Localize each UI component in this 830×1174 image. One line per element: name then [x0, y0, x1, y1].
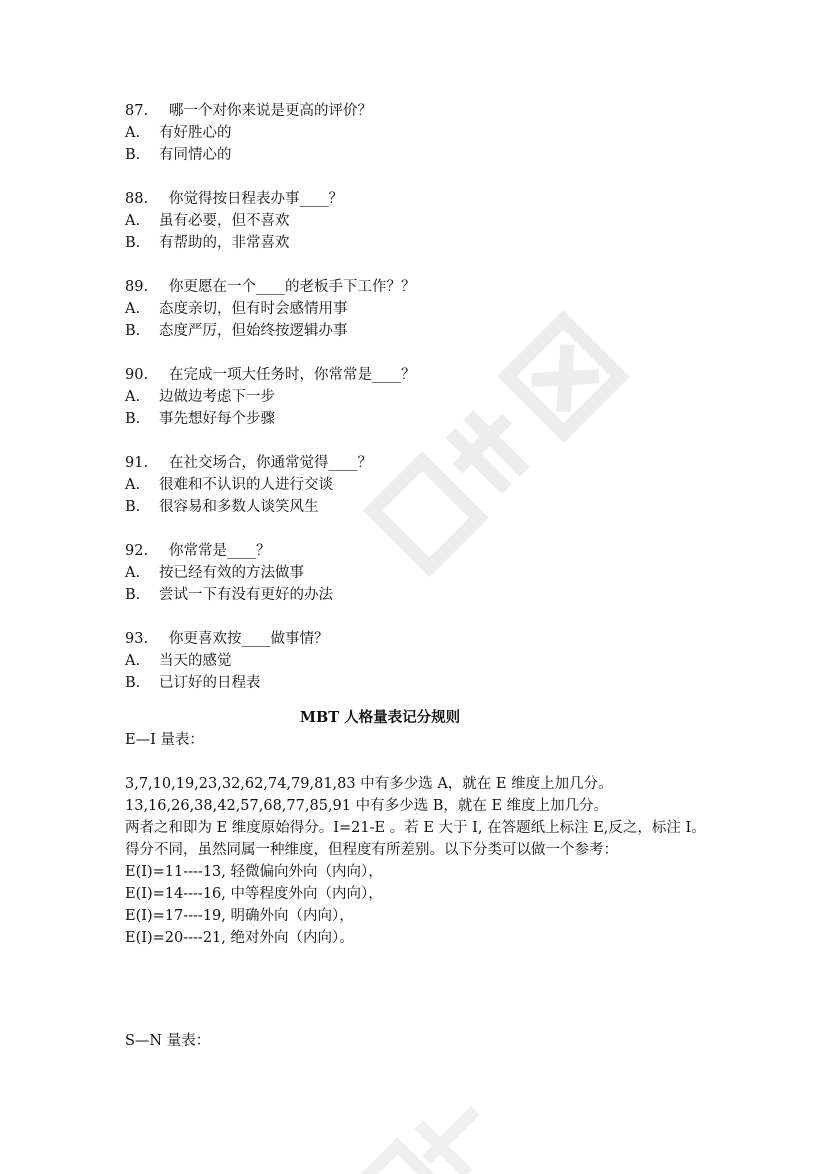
- watermark-graphic-bottom: [340, 1060, 540, 1174]
- option-line: [125, 672, 725, 694]
- option-key: B.: [125, 587, 141, 603]
- option-key: B.: [125, 323, 141, 339]
- option-text: 已订好的日程表: [159, 675, 261, 691]
- option-text: 虽有必要，但不喜欢: [159, 213, 290, 229]
- option-text: 按已经有效的方法做事: [159, 565, 304, 581]
- option-text: 事先想好每个步骤: [159, 411, 275, 427]
- range-line: E(I)=17----19, 明确外向（内向），: [125, 908, 354, 924]
- range-line: E(I)=11----13, 轻微偏向外向（内向），: [125, 864, 383, 880]
- option-text: 当天的感觉: [159, 653, 232, 669]
- option-line: [125, 474, 725, 496]
- ei-rule-paragraph: 两者之和即为 E 维度原始得分。I=21-E 。若 E 大于 I, 在答题纸上标注 E,反之，标注 I。得分不同，虽然同属一种维度，但程度有所差别。以下分类可以做一个参考：: [125, 820, 706, 858]
- option-key: A.: [125, 565, 141, 581]
- option-line: [125, 584, 725, 606]
- option-line: [125, 496, 725, 518]
- question-line: [125, 188, 725, 210]
- range-line: E(I)=20----21, 绝对外向（内向）。: [125, 930, 354, 946]
- question-item: [125, 452, 725, 518]
- option-key: B.: [125, 411, 141, 427]
- question-line: [125, 452, 725, 474]
- sn-scale-heading: S—N 量表：: [125, 1033, 211, 1049]
- option-line: [125, 210, 725, 232]
- question-line: [125, 100, 725, 122]
- question-item: [125, 188, 725, 254]
- option-line: [125, 298, 725, 320]
- option-text: 有同情心的: [159, 147, 232, 163]
- option-key: B.: [125, 499, 141, 515]
- question-text: 在社交场合，你通常觉得____？: [169, 455, 372, 471]
- question-item: [125, 100, 725, 166]
- question-text: 你觉得按日程表办事____？: [169, 191, 343, 207]
- option-text: 尝试一下有没有更好的办法: [159, 587, 333, 603]
- range-line: E(I)=14----16, 中等程度外向（内向），: [125, 886, 383, 902]
- option-key: A.: [125, 213, 141, 229]
- question-number: 89.: [125, 279, 149, 295]
- question-number: 93.: [125, 631, 149, 647]
- section-title: MBT 人格量表记分规则: [299, 709, 461, 726]
- question-number: 91.: [125, 455, 149, 471]
- question-list: [125, 100, 725, 716]
- question-item: [125, 364, 725, 430]
- option-key: B.: [125, 147, 141, 163]
- question-text: 你常常是____？: [169, 543, 271, 559]
- option-key: A.: [125, 389, 141, 405]
- ei-rule-line: 13,16,26,38,42,57,68,77,85,91 中有多少选 B，就在 E 维度上加几分。: [125, 798, 609, 814]
- question-item: [125, 276, 725, 342]
- option-text: 有帮助的，非常喜欢: [159, 235, 290, 251]
- option-line: [125, 650, 725, 672]
- option-text: 有好胜心的: [159, 125, 232, 141]
- question-line: [125, 540, 725, 562]
- question-number: 88.: [125, 191, 149, 207]
- option-line: [125, 386, 725, 408]
- option-key: A.: [125, 477, 141, 493]
- option-key: A.: [125, 653, 141, 669]
- option-text: 态度严厉，但始终按逻辑办事: [159, 323, 348, 339]
- option-text: 很难和不认识的人进行交谈: [159, 477, 333, 493]
- question-text: 在完成一项大任务时，你常常是____？: [169, 367, 416, 383]
- option-key: B.: [125, 675, 141, 691]
- option-key: A.: [125, 125, 141, 141]
- question-number: 87.: [125, 103, 149, 119]
- question-line: [125, 364, 725, 386]
- option-line: [125, 320, 725, 342]
- ei-scale-heading: E—I 量表：: [125, 732, 204, 748]
- question-number: 92.: [125, 543, 149, 559]
- question-text: 你更愿在一个____的老板手下工作？？: [169, 279, 416, 295]
- question-text: 你更喜欢按____做事情？: [169, 631, 329, 647]
- option-line: [125, 144, 725, 166]
- question-number: 90.: [125, 367, 149, 383]
- option-text: 很容易和多数人谈笑风生: [159, 499, 319, 515]
- option-text: 边做边考虑下一步: [159, 389, 275, 405]
- option-line: [125, 408, 725, 430]
- question-text: 哪一个对你来说是更高的评价？: [169, 103, 372, 119]
- option-line: [125, 562, 725, 584]
- option-line: [125, 122, 725, 144]
- scoring-rules-section: [125, 707, 725, 949]
- question-item: [125, 540, 725, 606]
- blank-line: [125, 751, 725, 773]
- option-key: A.: [125, 301, 141, 317]
- option-line: [125, 232, 725, 254]
- ei-rule-line: 3,7,10,19,23,32,62,74,79,81,83 中有多少选 A，就在 E 维度上加几分。: [125, 776, 613, 792]
- question-line: [125, 276, 725, 298]
- question-item: [125, 628, 725, 694]
- option-text: 态度亲切，但有时会感情用事: [159, 301, 348, 317]
- question-line: [125, 628, 725, 650]
- option-key: B.: [125, 235, 141, 251]
